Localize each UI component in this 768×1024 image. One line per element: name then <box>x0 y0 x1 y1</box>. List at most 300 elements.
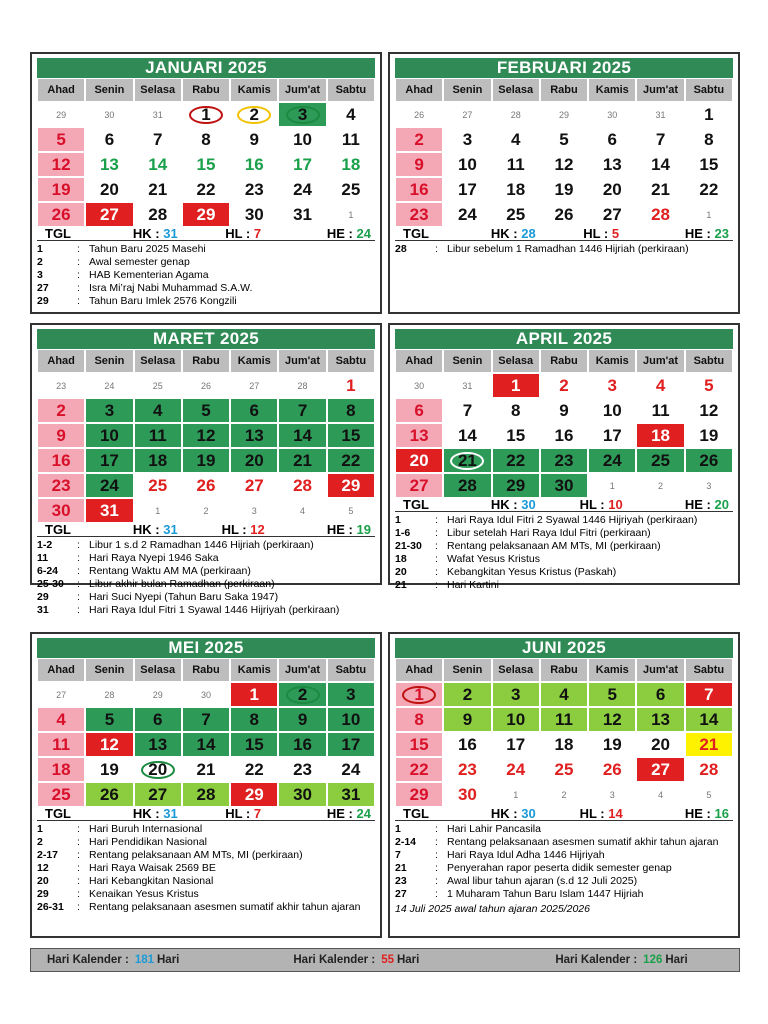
day-cell <box>685 682 733 707</box>
day-cell <box>636 423 684 448</box>
day-number: 28 <box>510 109 521 120</box>
note-date: 25-30 <box>37 578 64 590</box>
day-cell <box>685 707 733 732</box>
day-cell <box>636 127 684 152</box>
day-cell <box>588 707 636 732</box>
note-date: 21 <box>395 579 407 591</box>
footer-value-holidays: 55 <box>381 954 394 966</box>
day-cell <box>327 473 375 498</box>
note-date: 21-30 <box>395 540 422 552</box>
hk-stat: HK : 31 <box>132 806 178 821</box>
weekday-header: Ahad <box>37 78 85 102</box>
day-number: 2 <box>414 129 424 149</box>
day-cell <box>588 202 636 227</box>
day-number: 22 <box>196 179 216 199</box>
note-item <box>37 243 375 256</box>
day-number: 3 <box>706 480 712 491</box>
day-number: 28 <box>297 380 308 391</box>
day-cell <box>278 127 326 152</box>
day-number: 3 <box>510 684 521 704</box>
day-number: 4 <box>152 400 163 420</box>
day-number: 30 <box>244 204 264 224</box>
month-notes <box>395 823 733 916</box>
day-cell-adjacent <box>443 102 491 127</box>
day-cell <box>278 732 326 757</box>
day-number: 13 <box>148 734 168 754</box>
day-number: 15 <box>409 734 429 754</box>
weekday-header: Selasa <box>134 349 182 373</box>
day-number: 21 <box>196 759 216 779</box>
day-number: 24 <box>457 204 477 224</box>
hk-stat: HK : 31 <box>132 226 178 241</box>
note-item <box>395 243 733 256</box>
note-text: Rentang pelaksanaan AM MTs, MI (perkiraan) <box>447 540 661 552</box>
day-number: 3 <box>609 789 615 800</box>
day-number: 10 <box>506 709 526 729</box>
note-text: Awal semester genap <box>89 256 190 268</box>
weekday-header: Rabu <box>540 349 588 373</box>
note-date: 1 <box>37 243 43 255</box>
day-number: 19 <box>51 179 71 199</box>
day-cell <box>395 732 443 757</box>
note-colon: : <box>77 862 80 874</box>
day-cell <box>395 423 443 448</box>
he-stat: HE : 24 <box>326 226 371 241</box>
note-colon: : <box>77 578 80 590</box>
note-text: Hari Suci Nyepi (Tahun Baru Saka 1947) <box>89 591 279 603</box>
weekday-header: Sabtu <box>685 78 733 102</box>
day-cell <box>540 707 588 732</box>
note-text: Isra Mi’raj Nabi Muhammad S.A.W. <box>89 282 253 294</box>
day-cell <box>37 473 85 498</box>
tgl-label: TGL <box>403 806 429 821</box>
day-number: 23 <box>51 475 71 495</box>
day-cell-adjacent <box>37 682 85 707</box>
day-number: 19 <box>602 734 622 754</box>
note-colon: : <box>77 901 80 913</box>
day-number: 8 <box>346 400 356 420</box>
day-cell <box>230 152 278 177</box>
day-number: 4 <box>56 709 66 729</box>
note-item <box>37 565 375 578</box>
day-cell <box>395 127 443 152</box>
weekday-header: Jum'at <box>636 78 684 102</box>
day-cell <box>492 757 540 782</box>
day-cell <box>685 448 733 473</box>
day-cell <box>492 682 540 707</box>
hl-stat: HL : 7 <box>225 226 262 241</box>
day-number: 1 <box>510 375 521 395</box>
day-number: 18 <box>554 734 574 754</box>
day-cell <box>85 423 133 448</box>
day-number: 26 <box>414 109 425 120</box>
day-number: 17 <box>341 734 361 754</box>
month-1 <box>30 52 382 314</box>
weekday-header: Rabu <box>182 78 230 102</box>
day-number: 25 <box>554 759 574 779</box>
note-text: Libur 1 s.d 2 Ramadhan 1446 Hijriah (perkiraan) <box>89 539 314 551</box>
day-number: 17 <box>293 154 313 174</box>
day-number: 23 <box>56 380 67 391</box>
day-cell <box>327 448 375 473</box>
day-cell <box>327 102 375 127</box>
day-grid <box>37 78 375 227</box>
day-cell <box>85 498 133 523</box>
note-item <box>395 540 733 553</box>
day-cell <box>492 373 540 398</box>
day-cell-adjacent <box>134 682 182 707</box>
note-text: Libur akhir bulan Ramadhan (perkiraan) <box>89 578 275 590</box>
day-cell <box>492 448 540 473</box>
note-colon: : <box>435 888 438 900</box>
month-stats <box>37 807 375 821</box>
day-number: 7 <box>152 129 163 149</box>
day-cell <box>85 707 133 732</box>
day-cell-adjacent <box>134 498 182 523</box>
day-cell <box>85 782 133 807</box>
day-number: 30 <box>51 500 71 520</box>
day-cell-adjacent <box>492 102 540 127</box>
month-title: FEBRUARI 2025 <box>395 58 733 78</box>
day-number: 27 <box>651 759 671 779</box>
month-title: JANUARI 2025 <box>37 58 375 78</box>
day-cell <box>134 473 182 498</box>
day-cell <box>37 127 85 152</box>
day-number: 17 <box>602 425 622 445</box>
weekday-header: Rabu <box>182 349 230 373</box>
note-colon: : <box>77 849 80 861</box>
note-colon: : <box>435 514 438 526</box>
day-cell <box>492 732 540 757</box>
day-number: 14 <box>148 154 168 174</box>
note-colon: : <box>435 540 438 552</box>
day-number: 28 <box>196 784 216 804</box>
day-number: 13 <box>651 709 671 729</box>
day-number: 5 <box>704 375 714 395</box>
day-cell <box>588 373 636 398</box>
hk-stat: HK : 30 <box>490 806 536 821</box>
hl-stat: HL : 12 <box>221 522 265 537</box>
weekday-header: Selasa <box>134 658 182 682</box>
note-text: Hari Raya Nyepi 1946 Saka <box>89 552 219 564</box>
day-cell <box>85 152 133 177</box>
footer-label: Hari Kalender : <box>293 954 376 966</box>
weekday-header: Rabu <box>540 658 588 682</box>
day-number: 8 <box>201 129 211 149</box>
footer-unit: Hari <box>665 954 688 966</box>
day-number: 22 <box>506 450 526 470</box>
day-number: 4 <box>346 104 356 124</box>
day-number: 28 <box>699 759 719 779</box>
day-number: 29 <box>341 475 361 495</box>
day-cell <box>37 757 85 782</box>
day-number: 10 <box>341 709 361 729</box>
day-number: 23 <box>244 179 264 199</box>
day-number: 26 <box>51 204 71 224</box>
day-number: 7 <box>201 709 211 729</box>
day-number: 2 <box>559 375 569 395</box>
day-number: 14 <box>196 734 216 754</box>
weekday-header: Selasa <box>492 658 540 682</box>
day-number: 11 <box>52 734 71 754</box>
note-colon: : <box>77 539 80 551</box>
weekday-header: Kamis <box>588 658 636 682</box>
weekday-header: Senin <box>443 78 491 102</box>
day-number: 10 <box>99 425 119 445</box>
day-number: 5 <box>201 400 211 420</box>
weekday-header: Senin <box>443 349 491 373</box>
note-colon: : <box>77 256 80 268</box>
day-number: 27 <box>409 475 429 495</box>
day-number: 23 <box>409 204 429 224</box>
day-cell <box>134 707 182 732</box>
day-number: 1 <box>706 209 712 220</box>
day-cell <box>395 448 443 473</box>
he-stat: HE : 23 <box>684 226 729 241</box>
day-number: 27 <box>462 109 473 120</box>
day-number: 17 <box>506 734 526 754</box>
day-number: 27 <box>244 475 264 495</box>
month-title: JUNI 2025 <box>395 638 733 658</box>
day-number: 5 <box>56 129 66 149</box>
day-cell <box>278 473 326 498</box>
day-number: 1 <box>249 684 260 704</box>
day-cell <box>443 127 491 152</box>
day-number: 18 <box>51 759 71 779</box>
day-cell <box>492 152 540 177</box>
day-cell <box>588 448 636 473</box>
day-cell <box>182 177 230 202</box>
day-cell <box>85 448 133 473</box>
day-number: 29 <box>409 784 429 804</box>
note-item <box>37 295 375 308</box>
note-item <box>395 566 733 579</box>
day-cell <box>327 782 375 807</box>
day-cell <box>685 398 733 423</box>
day-cell <box>278 398 326 423</box>
note-item <box>37 901 375 914</box>
day-cell <box>230 682 278 707</box>
day-cell-adjacent <box>636 102 684 127</box>
day-cell-adjacent <box>230 498 278 523</box>
note-text: Penyerahan rapor peserta didik semester genap <box>447 862 672 874</box>
note-colon: : <box>77 295 80 307</box>
day-cell <box>588 423 636 448</box>
day-number: 28 <box>148 204 168 224</box>
day-cell-adjacent <box>134 373 182 398</box>
day-number: 22 <box>409 759 429 779</box>
day-cell <box>443 152 491 177</box>
day-cell-adjacent <box>685 782 733 807</box>
day-cell <box>492 423 540 448</box>
day-cell <box>327 152 375 177</box>
note-date: 29 <box>37 591 49 603</box>
hk-stat: HK : 30 <box>490 497 536 512</box>
day-number: 8 <box>510 400 521 420</box>
day-number: 1 <box>155 505 161 516</box>
day-cell <box>182 127 230 152</box>
day-cell-adjacent <box>395 373 443 398</box>
day-cell <box>443 202 491 227</box>
day-number: 26 <box>99 784 119 804</box>
day-number: 25 <box>51 784 71 804</box>
day-cell <box>85 177 133 202</box>
note-text: Hari Kebangkitan Nasional <box>89 875 214 887</box>
day-number: 1 <box>704 104 714 124</box>
day-cell <box>636 757 684 782</box>
footer-label: Hari Kalender : <box>47 954 129 966</box>
day-cell <box>85 398 133 423</box>
note-date: 26-31 <box>37 901 64 913</box>
day-number: 5 <box>706 789 712 800</box>
day-number: 16 <box>409 179 429 199</box>
note-colon: : <box>77 604 80 616</box>
day-number: 6 <box>249 400 260 420</box>
day-number: 2 <box>56 400 66 420</box>
day-cell <box>395 707 443 732</box>
day-cell-adjacent <box>327 202 375 227</box>
day-cell <box>182 757 230 782</box>
note-colon: : <box>435 823 438 835</box>
weekday-header: Jum'at <box>278 78 326 102</box>
day-number: 31 <box>462 380 473 391</box>
month-notes <box>37 539 375 617</box>
day-cell <box>443 682 491 707</box>
day-number: 29 <box>196 204 216 224</box>
day-number: 29 <box>244 784 264 804</box>
note-date: 28 <box>395 243 407 255</box>
day-number: 26 <box>200 380 211 391</box>
day-cell <box>492 707 540 732</box>
weekday-header: Selasa <box>134 78 182 102</box>
day-number: 22 <box>699 179 719 199</box>
day-number: 13 <box>602 154 622 174</box>
day-number: 20 <box>244 450 264 470</box>
day-cell <box>230 757 278 782</box>
weekday-header: Senin <box>85 658 133 682</box>
note-colon: : <box>77 836 80 848</box>
note-date: 1 <box>395 514 401 526</box>
note-date: 31 <box>37 604 49 616</box>
day-number: 9 <box>56 425 66 445</box>
month-title: MARET 2025 <box>37 329 375 349</box>
day-cell <box>588 398 636 423</box>
weekday-header: Senin <box>85 349 133 373</box>
weekday-header: Senin <box>443 658 491 682</box>
day-cell <box>182 473 230 498</box>
he-stat: HE : 24 <box>326 806 371 821</box>
day-cell <box>327 423 375 448</box>
day-cell <box>327 373 375 398</box>
day-number: 6 <box>152 709 163 729</box>
footer-unit: Hari <box>157 954 180 966</box>
day-number: 31 <box>152 109 163 120</box>
note-colon: : <box>77 552 80 564</box>
weekday-header: Jum'at <box>278 658 326 682</box>
day-number: 8 <box>249 709 260 729</box>
day-cell-adjacent <box>492 782 540 807</box>
note-date: 3 <box>37 269 43 281</box>
note-date: 23 <box>395 875 407 887</box>
day-cell <box>685 177 733 202</box>
day-number: 1 <box>201 104 211 124</box>
note-colon: : <box>435 243 438 255</box>
day-number: 4 <box>510 129 521 149</box>
month-footnote: 14 Juli 2025 awal tahun ajaran 2025/2026 <box>395 903 590 915</box>
day-cell <box>85 202 133 227</box>
day-cell <box>636 707 684 732</box>
day-cell <box>230 473 278 498</box>
day-cell <box>636 177 684 202</box>
day-cell <box>37 498 85 523</box>
month-stats <box>395 807 733 821</box>
day-number: 20 <box>602 179 622 199</box>
footer-total-days <box>47 954 179 966</box>
day-cell <box>37 423 85 448</box>
day-cell <box>230 398 278 423</box>
day-number: 15 <box>244 734 264 754</box>
month-notes <box>37 243 375 308</box>
note-text: Libur sebelum 1 Ramadhan 1446 Hijriah (perkiraan) <box>447 243 689 255</box>
day-number: 7 <box>462 400 473 420</box>
day-number: 11 <box>341 129 360 149</box>
day-number: 13 <box>99 154 119 174</box>
day-cell <box>134 757 182 782</box>
day-number: 5 <box>607 684 618 704</box>
day-number: 14 <box>651 154 671 174</box>
day-cell <box>278 707 326 732</box>
day-cell <box>588 177 636 202</box>
day-number: 18 <box>148 450 168 470</box>
weekday-header: Senin <box>85 78 133 102</box>
note-date: 2 <box>37 256 43 268</box>
note-item <box>37 836 375 849</box>
note-date: 21 <box>395 862 407 874</box>
note-item <box>395 527 733 540</box>
weekday-header: Kamis <box>230 658 278 682</box>
day-cell <box>492 202 540 227</box>
note-item <box>395 823 733 836</box>
note-date: 20 <box>37 875 49 887</box>
note-colon: : <box>77 282 80 294</box>
day-cell <box>37 782 85 807</box>
day-cell <box>443 473 491 498</box>
note-item <box>37 888 375 901</box>
day-number: 7 <box>297 400 308 420</box>
hl-stat: HL : 14 <box>579 806 623 821</box>
day-number: 2 <box>658 480 664 491</box>
month-stats <box>37 227 375 241</box>
note-colon: : <box>77 565 80 577</box>
day-cell <box>278 152 326 177</box>
weekday-header: Rabu <box>540 78 588 102</box>
weekday-header: Kamis <box>230 349 278 373</box>
day-number: 5 <box>559 129 569 149</box>
note-date: 18 <box>395 553 407 565</box>
note-item <box>395 836 733 849</box>
day-number: 4 <box>300 505 306 516</box>
day-number: 24 <box>506 759 526 779</box>
day-number: 4 <box>658 789 664 800</box>
day-cell <box>327 177 375 202</box>
day-cell <box>540 682 588 707</box>
day-number: 18 <box>651 425 671 445</box>
day-cell <box>395 152 443 177</box>
day-grid <box>395 349 733 498</box>
day-number: 7 <box>655 129 666 149</box>
note-colon: : <box>77 875 80 887</box>
note-item <box>37 282 375 295</box>
